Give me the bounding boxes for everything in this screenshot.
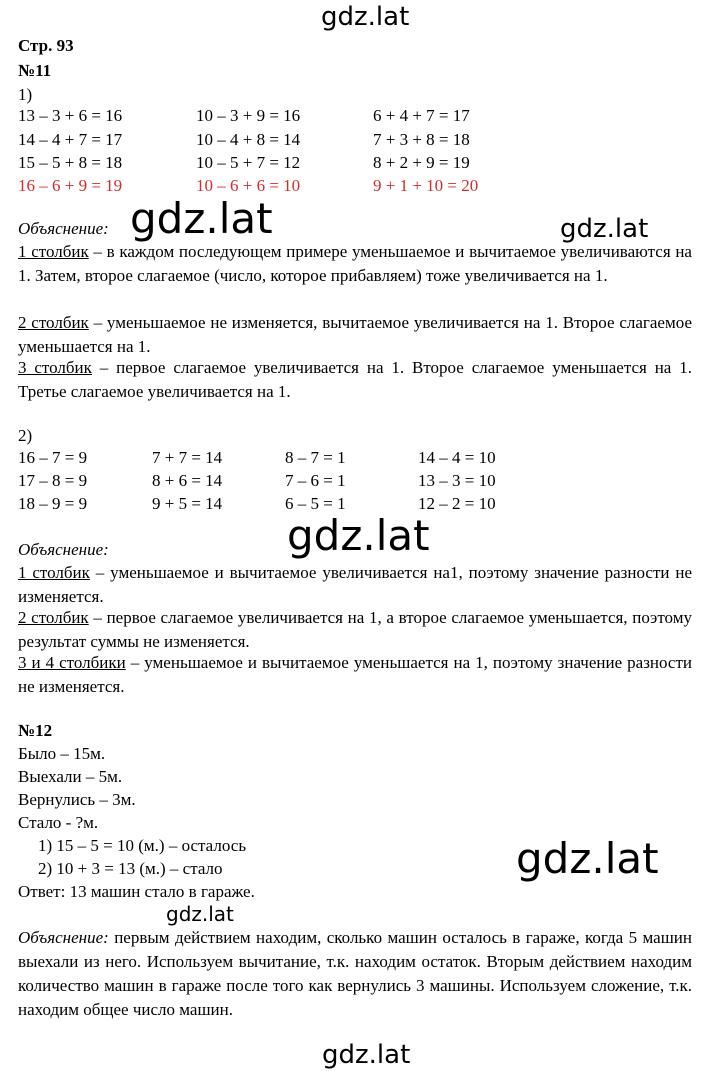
solution-step: 1) 15 – 5 = 10 (м.) – осталось xyxy=(38,836,247,855)
equation: 10 – 6 + 6 = 10 xyxy=(196,176,301,195)
explanation-text: – уменьшаемое и вычитаемое уменьшается на 1, поэтому значение разности не изменяется. xyxy=(18,653,693,696)
watermark: gdz.lat xyxy=(130,194,273,243)
equation: 7 – 6 = 1 xyxy=(285,471,346,490)
explanation-paragraph xyxy=(18,311,692,359)
equation: 12 – 2 = 10 xyxy=(418,494,496,513)
equation: 13 – 3 = 10 xyxy=(418,471,496,490)
explanation-text: – уменьшаемое не изменяется, вычитаемое увеличивается на 1. Второе слагаемое уменьшается на 1. xyxy=(18,313,692,356)
equation: 8 – 7 = 1 xyxy=(285,448,346,467)
explanation-text: – первое слагаемое увеличивается на 1. Второе слагаемое уменьшается на 1. Третье слагаемое увеличивается на 1. xyxy=(18,358,692,401)
explanation-text: первым действием находим, сколько машин осталось в гараже, когда 5 машин выехали из него. Используем вычитание, т.к. находим остаток. Вторым действием находим количество машин в гараже после того как вернулись 3 машины. Используем сложение, т.к. находим общее число машин. xyxy=(18,928,692,1019)
equation: 10 – 5 + 7 = 12 xyxy=(196,153,301,172)
column-label: 3 и 4 столбики xyxy=(18,653,126,672)
explanation-text: – уменьшаемое и вычитаемое увеличивается на1, поэтому значение разности не изменяется. xyxy=(18,563,692,606)
column-label: 1 столбик xyxy=(18,242,89,261)
explanation-paragraph xyxy=(18,606,692,654)
explanation-paragraph xyxy=(18,240,692,288)
equation: 6 – 5 = 1 xyxy=(285,494,346,513)
equation-row xyxy=(0,469,720,493)
condition-line: Вернулись – 3м. xyxy=(18,790,136,809)
condition-line: Выехали – 5м. xyxy=(18,767,123,786)
equation: 8 + 6 = 14 xyxy=(152,471,223,490)
equation: 16 – 6 + 9 = 19 xyxy=(18,176,123,195)
explanation-text: – в каждом последующем примере уменьшаемое и вычитаемое увеличиваются на 1. Затем, второе слагаемое (число, которое прибавляем) тоже увеличивается на 1. xyxy=(18,242,692,285)
equation: 7 + 7 = 14 xyxy=(152,448,223,467)
task-11-part-1-label: 1) xyxy=(18,85,33,104)
explanation-paragraph xyxy=(18,651,692,699)
equation-row xyxy=(0,104,720,128)
condition-line: Было – 15м. xyxy=(18,744,106,763)
equation: 17 – 8 = 9 xyxy=(18,471,88,490)
task-11-part-2-label: 2) xyxy=(18,426,33,445)
equation: 6 + 4 + 7 = 17 xyxy=(373,106,470,125)
page-reference: Стр. 93 xyxy=(18,36,74,55)
explanation-paragraph xyxy=(18,356,692,404)
equation-row xyxy=(0,151,720,175)
condition-line: Стало - ?м. xyxy=(18,813,99,832)
equation-row xyxy=(0,446,720,470)
equation: 18 – 9 = 9 xyxy=(18,494,88,513)
equation: 7 + 3 + 8 = 18 xyxy=(373,130,470,149)
explanation-text: – первое слагаемое увеличивается на 1, а второе слагаемое уменьшается, поэтому результат суммы не изменяется. xyxy=(18,608,692,651)
equation-row xyxy=(0,128,720,152)
equation: 10 – 4 + 8 = 14 xyxy=(196,130,301,149)
equation: 9 + 1 + 10 = 20 xyxy=(373,176,479,195)
equation: 9 + 5 = 14 xyxy=(152,494,223,513)
equation-row-highlighted xyxy=(0,174,720,198)
explanation-label: Объяснение: xyxy=(18,219,109,238)
equation: 16 – 7 = 9 xyxy=(18,448,88,467)
watermark: gdz.lat xyxy=(560,214,649,244)
watermark: gdz.lat xyxy=(321,2,410,32)
column-label: 3 столбик xyxy=(18,358,92,377)
equation: 8 + 2 + 9 = 19 xyxy=(373,153,470,172)
column-label: 2 столбик xyxy=(18,313,89,332)
task-11-number: №11 xyxy=(18,61,52,80)
equation: 10 – 3 + 9 = 16 xyxy=(196,106,301,125)
explanation-paragraph xyxy=(18,561,692,609)
answer: Ответ: 13 машин стало в гараже. xyxy=(18,882,255,901)
explanation-paragraph xyxy=(18,926,692,1022)
column-label: 2 столбик xyxy=(18,608,89,627)
equation: 14 – 4 = 10 xyxy=(418,448,496,467)
task-12-number: №12 xyxy=(18,721,53,740)
solution-step: 2) 10 + 3 = 13 (м.) – стало xyxy=(38,859,223,878)
equation: 14 – 4 + 7 = 17 xyxy=(18,130,123,149)
equation: 15 – 5 + 8 = 18 xyxy=(18,153,123,172)
watermark: gdz.lat xyxy=(322,1040,411,1070)
explanation-label: Объяснение: xyxy=(18,540,109,559)
watermark: gdz.lat xyxy=(166,902,234,926)
equation: 13 – 3 + 6 = 16 xyxy=(18,106,123,125)
explanation-label: Объяснение: xyxy=(18,928,109,947)
equation-row xyxy=(0,492,720,516)
column-label: 1 столбик xyxy=(18,563,90,582)
watermark: gdz.lat xyxy=(516,834,659,883)
watermark: gdz.lat xyxy=(287,511,430,560)
